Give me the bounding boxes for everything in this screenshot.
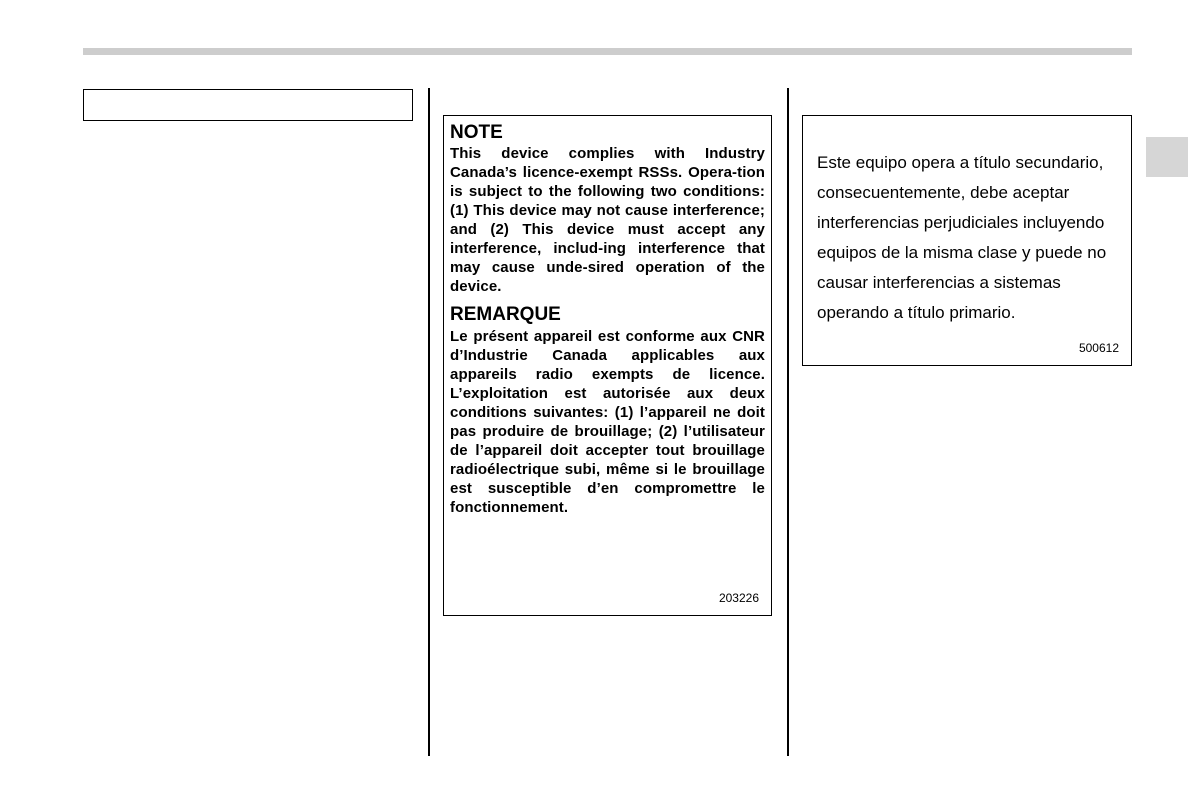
notice-line: consecuentemente, debe aceptar [817, 183, 1070, 202]
remarque-heading: REMARQUE [450, 304, 561, 325]
notice-line: equipos de la misma clase y puede no [817, 243, 1107, 262]
note-heading: NOTE [450, 122, 503, 143]
remarque-text: Le présent appareil est conforme aux CNR d’Industrie Canada applicables aux appareils radio exempts de licence. L’exploitation est autorisée aux deux conditions suivantes: (1) l’appareil ne doit pas produire de brouillage; (2) l’utilisateur de l’appareil doit accepter tout brouillage radioélectrique subi, même si le brouillage est susceptible d’en compromettre le fonctionnement. [450, 328, 765, 516]
industry-canada-label [443, 115, 772, 616]
notice-text [817, 153, 1106, 333]
chapter-tab [1146, 137, 1188, 177]
notice-line: Este equipo opera a título secundario, [817, 153, 1104, 172]
notice-line: operando a título primario. [817, 303, 1016, 322]
column-divider-right [787, 88, 789, 756]
column-divider-left [428, 88, 430, 756]
spanish-notice-label [802, 115, 1132, 366]
label-code: 203226 [718, 591, 759, 605]
section-title-box [83, 89, 413, 121]
note-text: This device complies with Industry Canada’s licence-exempt RSSs. Opera-tion is subject to the following two conditions: (1) This device may not cause interference; and (2) This device must accept any interference, includ-ing interference that may cause unde-sired operation of the device. [450, 145, 765, 295]
label-code: 500612 [1078, 341, 1119, 355]
header-rule [83, 48, 1132, 55]
notice-line: causar interferencias a sistemas [817, 273, 1061, 292]
notice-line: interferencias perjudiciales incluyendo [817, 213, 1105, 232]
